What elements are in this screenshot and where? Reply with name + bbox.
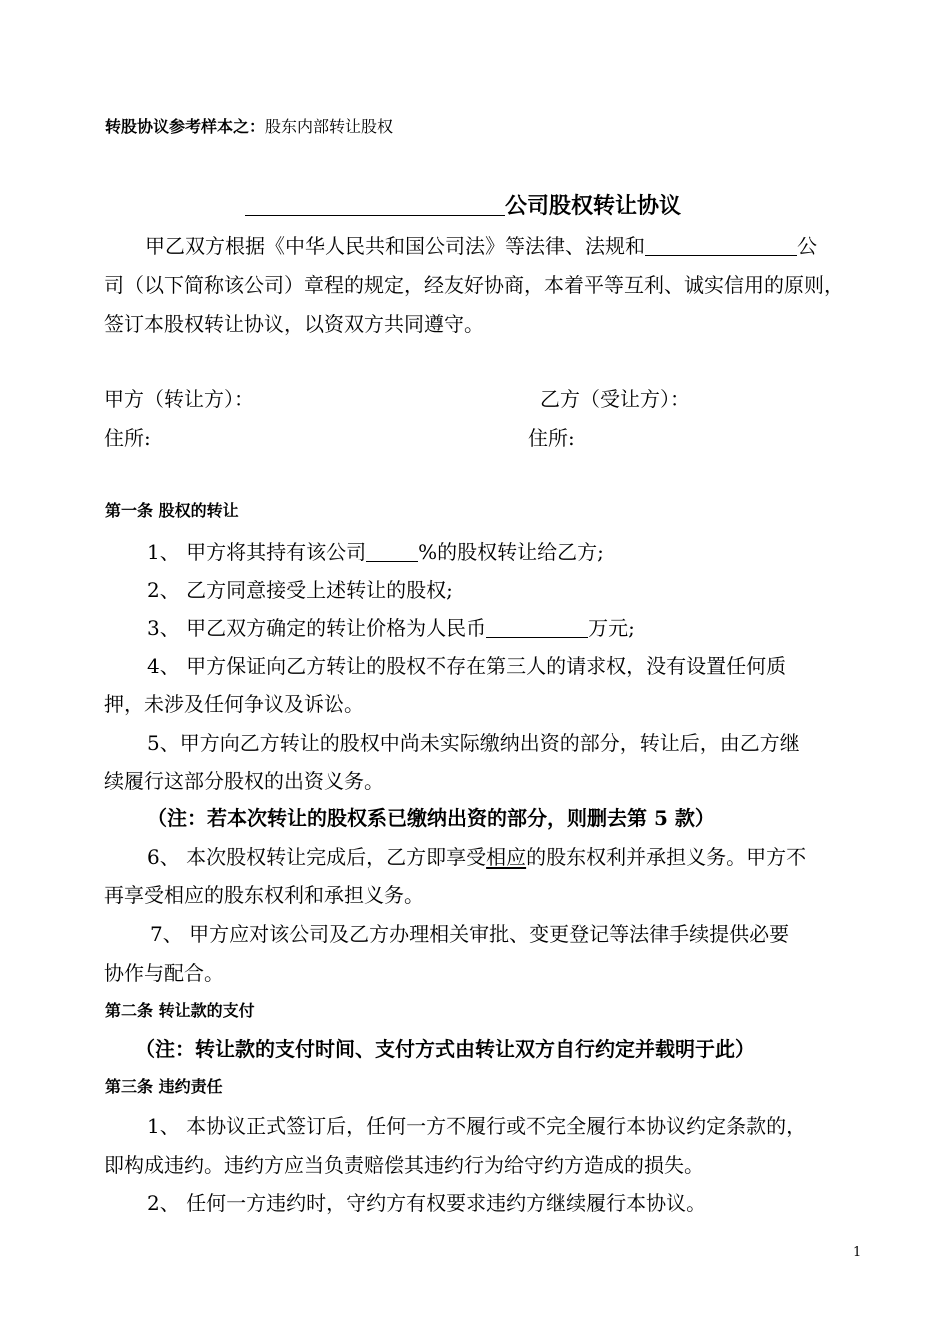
- article-2-heading: 第二条 转让款的支付: [105, 1001, 255, 1020]
- intro-line-2: 司（以下简称该公司）章程的规定，经友好协商，本着平等互利、诚实信用的原则，: [104, 273, 844, 297]
- article-1-item-5-line-1: 5、甲方向乙方转让的股权中尚未实际缴纳出资的部分，转让后，由乙方继: [147, 731, 800, 755]
- intro-line-3: 签订本股权转让协议，以资双方共同遵守。: [104, 312, 484, 336]
- doc-header: [105, 113, 393, 141]
- article-1-item-6-line-2: 再享受相应的股东权利和承担义务。: [104, 883, 424, 907]
- article-1-item-4-line-1: 4、 甲方保证向乙方转让的股权不存在第三人的请求权，没有设置任何质: [147, 654, 787, 678]
- page-title: [245, 192, 681, 220]
- article-1-item-2: 2、 乙方同意接受上述转让的股权;: [147, 578, 453, 602]
- a1-i6-underlined: 相应: [486, 845, 527, 869]
- article-3-item-1-line-2: 即构成违约。违约方应当负责赔偿其违约行为给守约方造成的损失。: [104, 1153, 704, 1177]
- a1-i3-text-b: 万元;: [588, 616, 635, 640]
- intro-text-1a: 甲乙双方根据《中华人民共和国公司法》等法律、法规和: [145, 234, 645, 258]
- header-subtitle: 股东内部转让股权: [265, 117, 394, 136]
- intro-line-1: [145, 232, 817, 260]
- party-b-label: 乙方（受让方）：: [540, 387, 690, 411]
- a1-i6-text-post: 的股东权利并承担义务。甲方不: [526, 845, 807, 869]
- article-3-item-2: 2、 任何一方违约时，守约方有权要求违约方继续履行本协议。: [147, 1191, 707, 1215]
- article-1-item-4-line-2: 押，未涉及任何争议及诉讼。: [104, 692, 364, 716]
- a1-i1-text-b: %的股权转让给乙方;: [418, 540, 604, 564]
- article-1-heading: 第一条 股权的转让: [105, 501, 239, 520]
- article-2-note: （注：转让款的支付时间、支付方式由转让双方自行约定并载明于此）: [135, 1037, 755, 1061]
- article-1-item-1: [147, 538, 604, 566]
- title-text: 公司股权转让协议: [505, 193, 682, 219]
- a1-i1-text-a: 1、 甲方将其持有该公司: [147, 540, 367, 564]
- share-percent-blank: [366, 541, 418, 562]
- page-number: 1: [853, 1245, 862, 1260]
- party-b-address-label: 住所:: [528, 426, 575, 450]
- article-1-item-7-line-1: 7、 甲方应对该公司及乙方办理相关审批、变更登记等法律手续提供必要: [150, 922, 790, 946]
- a1-i3-text-a: 3、 甲乙双方确定的转让价格为人民币: [147, 616, 487, 640]
- a1-i6-text-pre: 6、 本次股权转让完成后，乙方即享受: [147, 845, 487, 869]
- article-3-item-1-line-1: 1、 本协议正式签订后，任何一方不履行或不完全履行本协议约定条款的，: [147, 1114, 807, 1138]
- intro-company-blank: [645, 235, 797, 256]
- article-3-heading: 第三条 违约责任: [105, 1077, 223, 1096]
- header-prefix: 转股协议参考样本之：: [105, 117, 266, 136]
- article-1-item-6-line-1: [147, 843, 806, 871]
- price-blank: [486, 617, 588, 638]
- intro-text-1b: 公: [797, 234, 817, 258]
- article-1-item-5-line-2: 续履行这部分股权的出资义务。: [104, 769, 384, 793]
- article-1-item-3: [147, 614, 635, 642]
- article-1-item-7-line-2: 协作与配合。: [104, 961, 224, 985]
- party-a-address-label: 住所:: [104, 426, 151, 450]
- company-name-blank: [245, 195, 505, 216]
- article-1-note: （注：若本次转让的股权系已缴纳出资的部分，则删去第 5 款）: [147, 806, 715, 830]
- party-a-label: 甲方（转让方）：: [104, 387, 254, 411]
